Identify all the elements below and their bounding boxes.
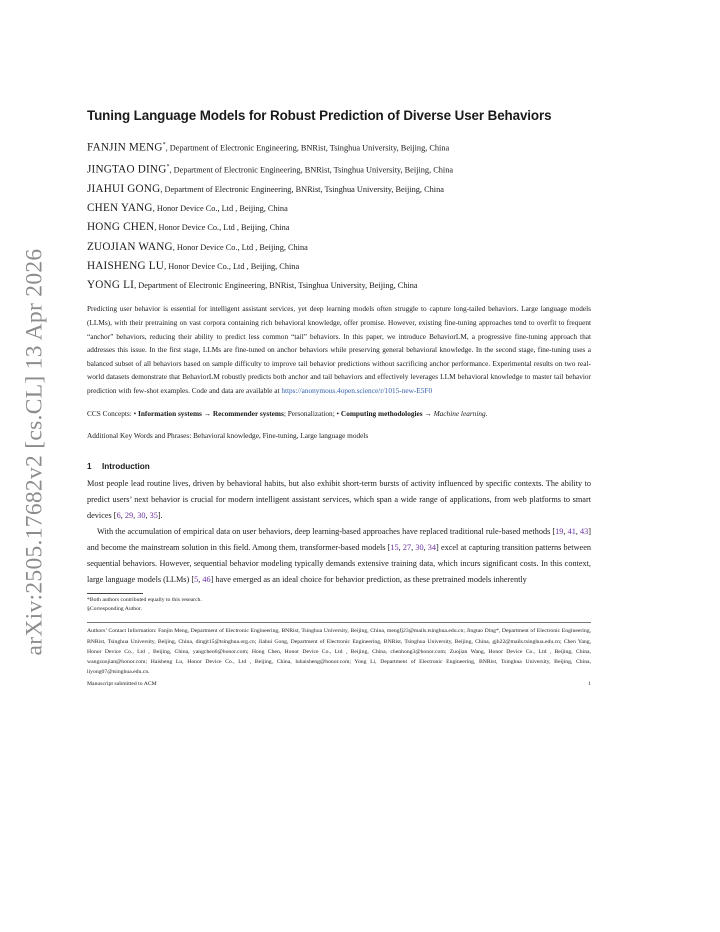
- citation-link[interactable]: 30: [137, 510, 146, 520]
- ccs-end: .: [485, 408, 488, 418]
- author-name: JINGTAO DING: [87, 163, 167, 176]
- author-entry: [87, 136, 591, 158]
- citation-link[interactable]: 35: [149, 510, 158, 520]
- author-entry: [87, 238, 591, 257]
- author-affiliation: , Honor Device Co., Ltd , Beijing, China: [172, 242, 308, 252]
- author-affiliation: , Department of Electronic Engineering, BNRist, Tsinghua University, Beijing, China: [169, 165, 454, 175]
- citation-separator: ,: [411, 543, 416, 553]
- section-number: 1: [87, 461, 92, 471]
- ccs-arrow: →: [201, 408, 213, 418]
- author-entry: [87, 180, 591, 199]
- ccs-separator: ; •: [332, 408, 341, 418]
- paragraph-text: ].: [157, 510, 163, 520]
- author-entry: [87, 199, 591, 218]
- paper-title: Tuning Language Models for Robust Prediction of Diverse User Behaviors: [87, 108, 552, 123]
- ccs-term: Machine learning: [433, 408, 486, 418]
- citation-separator: ,: [563, 527, 568, 537]
- citation-separator: ,: [120, 510, 125, 520]
- citation-link[interactable]: 30: [415, 543, 424, 553]
- citation-link[interactable]: 46: [202, 575, 211, 585]
- ccs-separator: ;: [283, 408, 288, 418]
- author-mark: *: [162, 142, 166, 148]
- paragraph-text: ] excel at capturing transition patterns between sequential behaviors. However, sequential behavior modeling typically demands extensive training data, which incurs significant costs. In this context, large language models (LLMs) [: [87, 543, 592, 585]
- citation-link[interactable]: 34: [427, 543, 437, 553]
- page-footer: [87, 679, 591, 689]
- ccs-term: Computing methodologies: [340, 408, 423, 418]
- citation-link[interactable]: 27: [402, 543, 412, 553]
- code-link[interactable]: https://anonymous.4open.science/r/1015-new-E5F0: [281, 386, 433, 395]
- citation-separator: ,: [198, 575, 203, 585]
- contact-divider: [87, 622, 591, 623]
- author-contact-info: Authors’ Contact Information: Fanjin Meng, Department of Electronic Engineering, BNRist, Tsinghua University, Beijing, China, mengfj23@mails.tsinghua.edu.cn; Jingtao Ding*, Department of Electronic Engineering, BNRist, Tsinghua University, Beijing, China, dingjt15@tsinghua.org.cn; Jiahui Gong, Department of Electronic Engineering, BNRist, Tsinghua University, Beijing, China, gjh22@mails.tsinghua.edu.cn; Chen Yang, Honor Device Co., Ltd , Beijing, China, yangchen6@honor.com; Hong Chen, Honor Device Co., Ltd , Beijing, China, chenhong3@honor.com; Zuojian Wang, Honor Device Co., Ltd , Beijing, China, wangzuojian@honor.com; Haisheng Lu, Honor Device Co., Ltd , Beijing, China, luhaisheng@honor.com; Yong Li, Department of Electronic Engineering, BNRist, Tsinghua University, Beijing, China, liyong07@tsinghua.edu.cn.: [87, 628, 591, 676]
- footnote-equal-contribution: *Both authors contributed equally to this research.: [87, 597, 202, 604]
- ccs-arrow: →: [422, 408, 434, 418]
- arxiv-watermark: [20, 248, 50, 656]
- citation-link[interactable]: 15: [390, 543, 399, 553]
- author-entry: [87, 158, 591, 180]
- citation-separator: ,: [398, 543, 403, 553]
- ccs-term: Recommender systems: [212, 408, 284, 418]
- author-name: JIAHUI GONG: [87, 182, 161, 195]
- paragraph-text: Most people lead routine lives, driven by behavioral habits, but also exhibit short-term bursts of activity influenced by specific contexts. The ability to predict users’ next behavior is crucial for modern intelligent assistant services, which span a wide range of applications, from web platforms to smart devices [: [87, 478, 591, 520]
- paragraph-text: ] and become the mainstream solution in this field. Among them, transformer-based models [: [87, 527, 591, 553]
- intro-paragraph-1: [87, 476, 591, 524]
- author-name: ZUOJIAN WANG: [87, 240, 173, 253]
- author-affiliation: , Department of Electronic Engineering, BNRist, Tsinghua University, Beijing, China: [134, 281, 418, 291]
- ccs-concepts: [87, 407, 591, 421]
- citation-link[interactable]: 41: [567, 527, 576, 537]
- arxiv-id: arXiv:2505.17682v2 [cs.CL] 13 Apr 2026: [21, 248, 48, 656]
- ccs-term: Information systems: [138, 408, 202, 418]
- manuscript-note: Manuscript submitted to ACM: [87, 681, 157, 688]
- citation-link[interactable]: 43: [580, 527, 589, 537]
- citation-separator: ,: [423, 543, 428, 553]
- citation-separator: ,: [145, 510, 150, 520]
- author-entry: [87, 257, 591, 276]
- paper-page: [87, 108, 591, 689]
- author-affiliation: , Department of Electronic Engineering, BNRist, Tsinghua University, Beijing, China: [165, 143, 450, 153]
- citation-link[interactable]: 6: [116, 510, 121, 520]
- author-name: HONG CHEN: [87, 221, 155, 234]
- author-name: YONG LI: [87, 279, 135, 292]
- intro-paragraph-2: [87, 524, 591, 588]
- ccs-term: Personalization: [287, 408, 333, 418]
- author-list: [87, 136, 591, 295]
- citation-separator: ,: [575, 527, 580, 537]
- author-name: HAISHENG LU: [87, 259, 165, 272]
- author-affiliation: , Honor Device Co., Ltd , Beijing, China: [152, 203, 288, 213]
- footnote-corresponding-author: §Corresponding Author.: [87, 606, 142, 613]
- abstract: [87, 302, 591, 397]
- ccs-prefix: CCS Concepts: •: [87, 408, 139, 418]
- author-name: CHEN YANG: [87, 201, 153, 214]
- abstract-text: Predicting user behavior is essential for intelligent assistant services, yet deep learning models often struggle to capture long-tailed behaviors. Large language models (LLMs), with their pretraining on vast corpora containing rich behavioral knowledge, offer promise. However, existing fine-tuning approaches tend to overfit to frequent “anchor” behaviors, reducing their ability to predict less common “tail” behaviors. In this paper, we introduce BehaviorLM, a progressive fine-tuning approach that addresses this issue. In the first stage, LLMs are fine-tuned on anchor behaviors while preserving general behavioral knowledge. In the second stage, fine-tuning uses a balanced subset of all behaviors based on sample difficulty to improve tail behavior predictions without sacrificing anchor performance. Experimental results on two real-world datasets demonstrate that BehaviorLM robustly predicts both anchor and tail behaviors and effectively leverages LLM behavioral knowledge to master tail behavior prediction with few-shot examples. Code and data are available at: [87, 304, 591, 395]
- page-number: 1: [588, 681, 591, 688]
- author-affiliation: , Honor Device Co., Ltd , Beijing, China: [164, 261, 300, 271]
- author-entry: [87, 218, 591, 237]
- paragraph-text: With the accumulation of empirical data on user behaviors, deep learning-based approaches have replaced traditional rule-based methods [: [97, 527, 556, 537]
- citation-link[interactable]: 19: [555, 527, 564, 537]
- author-name: FANJIN MENG: [87, 141, 163, 154]
- author-mark: *: [166, 163, 170, 170]
- citation-separator: ,: [133, 510, 138, 520]
- author-entry: [87, 276, 591, 295]
- footnote-divider: [87, 593, 143, 594]
- author-affiliation: , Department of Electronic Engineering, BNRist, Tsinghua University, Beijing, China: [160, 184, 444, 194]
- paragraph-text: ] have emerged as an ideal choice for behavior prediction, as these pretrained models inherently: [210, 575, 527, 585]
- author-affiliation: , Honor Device Co., Ltd , Beijing, China: [154, 223, 290, 233]
- section-heading: [87, 462, 591, 471]
- citation-link[interactable]: 5: [194, 575, 199, 585]
- section-title: Introduction: [102, 461, 150, 471]
- keywords: Additional Key Words and Phrases: Behavioral knowledge, Fine-tuning, Large language models: [87, 431, 369, 441]
- citation-link[interactable]: 29: [124, 510, 134, 520]
